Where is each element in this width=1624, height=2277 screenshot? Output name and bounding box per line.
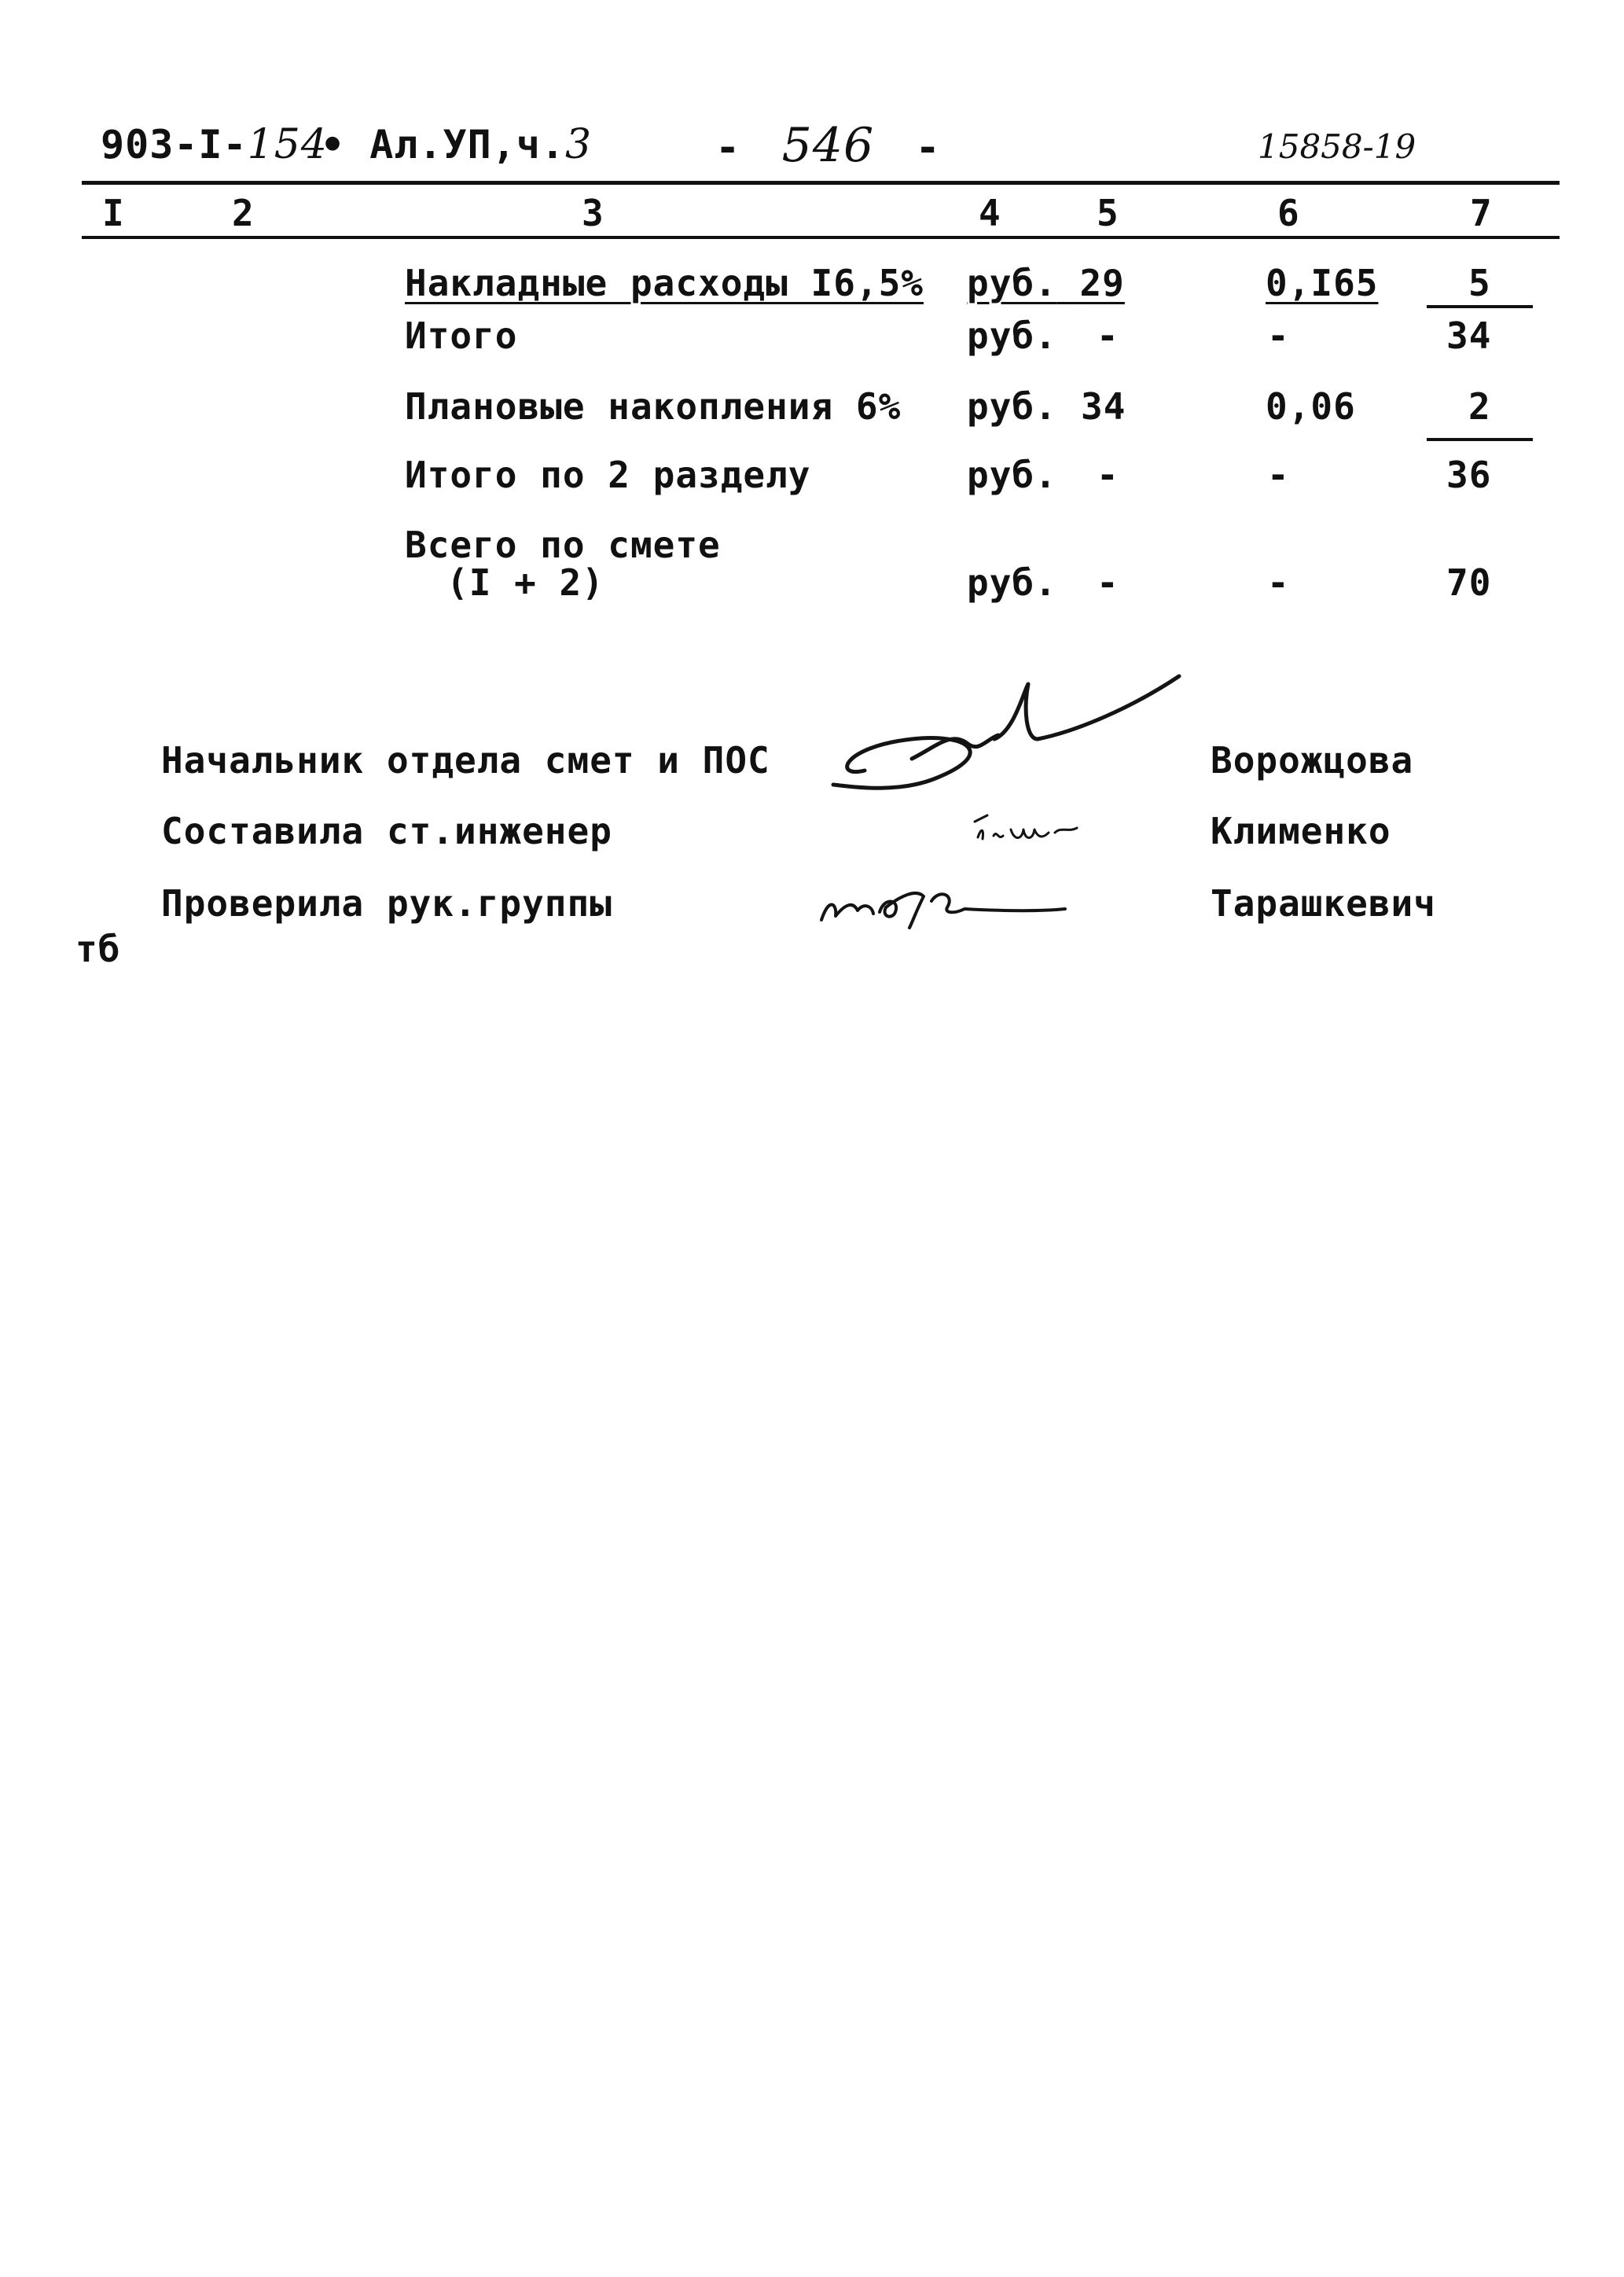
signature-checker-stroke-3 [931,894,1065,912]
row-section2-base: - [1097,454,1119,496]
column-number-7: 7 [1470,192,1493,234]
page-number-group [715,118,941,173]
row-subtotal-name: Итого [405,315,518,357]
row-grand-total: 70 [1446,561,1492,604]
column-number-1: I [102,192,125,234]
row-section2-total: 36 [1446,454,1492,496]
album-prefix: Ал.УП,ч. [369,122,566,167]
column-number-2: 2 [232,192,255,234]
row-grand-unit: руб. [967,561,1057,604]
signature-name-checker: Тарашкевич [1211,882,1436,925]
row-section2-rate: - [1267,454,1290,496]
column-number-4: 4 [979,192,1001,234]
signature-compiler-stroke-1 [975,815,1003,839]
row-savings-name: Плановые накопления 6% [405,385,902,428]
row-savings-total: 2 [1468,385,1491,428]
signature-head-stroke-3 [994,676,1179,739]
signature-role-compiler: Составила ст.инженер [161,810,612,852]
signature-head-image [818,660,1195,802]
header-rule-top [82,181,1560,185]
document-code [101,121,328,168]
margin-mark: тб [75,928,121,970]
signature-compiler-stroke-2 [1011,828,1077,838]
row-overhead-base: 29 [1079,262,1125,304]
row-section2-unit: руб. [967,454,1057,496]
code-number: 154 [247,121,328,168]
album-reference [321,121,592,168]
row-subtotal-unit: руб. [967,315,1057,357]
row-grand-base: - [1097,561,1119,604]
code-prefix: 903-I- [101,122,248,167]
row-grand-name-line2: (I + 2) [446,561,604,604]
signature-name-head: Ворожцова [1211,739,1414,782]
row-subtotal-base: - [1097,315,1119,357]
signature-role-head: Начальник отдела смет и ПОС [161,739,770,782]
signature-compiler-image [967,806,1093,853]
row-savings-unit: руб. [967,385,1057,428]
album-part: 3 [565,121,593,168]
row-savings-rate: 0,06 [1266,385,1356,428]
row-section2-name: Итого по 2 разделу [405,454,811,496]
row-overhead-total: 5 [1468,262,1491,304]
signature-name-compiler: Клименко [1211,810,1391,852]
page-dash-left: - [715,124,741,171]
row-grand-name-line1: Всего по смете [405,524,721,566]
header-rule-bottom [82,236,1560,239]
column-number-6: 6 [1277,192,1300,234]
row-overhead-unit-base [967,262,1125,304]
signature-checker-image [814,873,1073,936]
row-overhead-total-rule [1427,305,1533,308]
signature-role-checker: Проверила рук.группы [161,882,612,925]
signature-checker-stroke-1 [821,905,873,920]
row-subtotal-rate: - [1267,315,1290,357]
row-overhead-name: Накладные расходы I6,5% [405,262,924,304]
page-number: 546 [781,118,875,173]
column-number-5: 5 [1097,192,1119,234]
row-overhead-rate: 0,I65 [1266,262,1379,304]
row-grand-rate: - [1267,561,1290,604]
doc-number: 15858-19 [1258,127,1416,166]
album-separator: • [321,122,346,167]
row-savings-total-rule [1427,438,1533,441]
signature-checker-stroke-2 [880,893,924,928]
row-overhead-unit: руб. [967,262,1057,304]
column-number-3: 3 [582,192,604,234]
signature-head-stroke-1 [833,738,970,789]
row-savings-base: 34 [1081,385,1126,428]
row-subtotal-total: 34 [1446,315,1492,357]
page-dash-right: - [915,124,941,171]
